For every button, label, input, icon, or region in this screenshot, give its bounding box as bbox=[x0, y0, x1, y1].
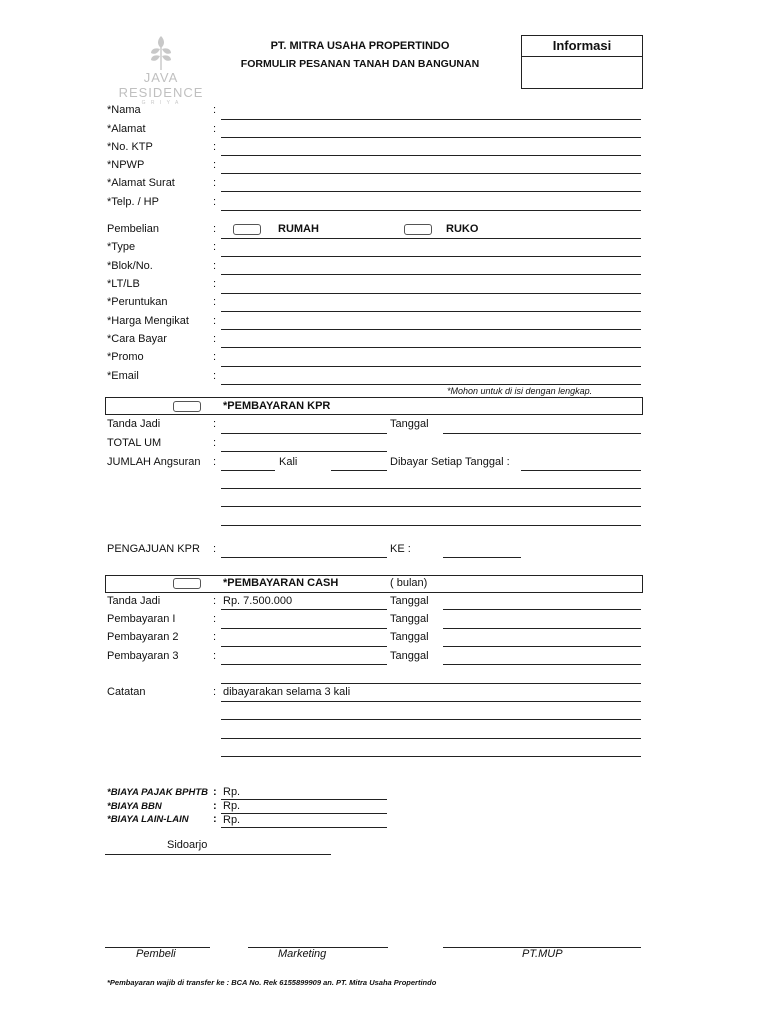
label-dibayar: Dibayar Setiap Tanggal : bbox=[390, 456, 510, 468]
colon: : bbox=[213, 123, 217, 135]
colon: : bbox=[213, 418, 217, 430]
label-type: *Type bbox=[107, 241, 136, 253]
catatan-extra-line[interactable] bbox=[221, 756, 641, 757]
label-promo: *Promo bbox=[107, 351, 144, 363]
colon: : bbox=[213, 786, 217, 798]
colon: : bbox=[213, 141, 217, 153]
colon: : bbox=[213, 613, 217, 625]
ltlb-field[interactable] bbox=[221, 293, 641, 294]
lain-rp: Rp. bbox=[223, 814, 241, 826]
label-pembayaran-2-tanggal: Tanggal bbox=[390, 631, 429, 643]
ktp-field[interactable] bbox=[221, 155, 641, 156]
blok-field[interactable] bbox=[221, 274, 641, 275]
cash-bulan: ( bulan) bbox=[390, 577, 428, 589]
label-lain: *BIAYA LAIN-LAIN bbox=[107, 814, 189, 825]
label-ktp: *No. KTP bbox=[107, 141, 153, 153]
label-bbn: *BIAYA BBN bbox=[107, 801, 162, 812]
catatan-extra-line[interactable] bbox=[221, 738, 641, 739]
colon: : bbox=[213, 278, 217, 290]
colon: : bbox=[213, 260, 217, 272]
label-alamat-surat: *Alamat Surat bbox=[107, 177, 175, 189]
cash-tanda-jadi-value: Rp. 7.500.000 bbox=[223, 595, 293, 607]
sign-date-line[interactable] bbox=[105, 854, 331, 855]
label-pembayaran-3-tanggal: Tanggal bbox=[390, 650, 429, 662]
type-field[interactable] bbox=[221, 256, 641, 257]
bbn-field[interactable] bbox=[221, 813, 387, 814]
kpr-tanda-jadi-field[interactable] bbox=[221, 433, 387, 434]
colon: : bbox=[213, 543, 217, 555]
label-ltlb: *LT/LB bbox=[107, 278, 140, 290]
label-harga: *Harga Mengikat bbox=[107, 315, 189, 327]
alamat-surat-field[interactable] bbox=[221, 191, 641, 192]
label-ke: KE : bbox=[390, 543, 411, 555]
cash-title: *PEMBAYARAN CASH bbox=[223, 577, 339, 589]
info-box bbox=[521, 35, 643, 89]
colon: : bbox=[213, 800, 217, 812]
label-catatan: Catatan bbox=[107, 686, 146, 698]
label-email: *Email bbox=[107, 370, 139, 382]
sign-city: Sidoarjo bbox=[167, 839, 208, 851]
label-cash-tanggal: Tanggal bbox=[390, 595, 429, 607]
label-cash-tanda-jadi: Tanda Jadi bbox=[107, 595, 161, 607]
colon: : bbox=[213, 456, 217, 468]
colon: : bbox=[213, 370, 217, 382]
bphtb-field[interactable] bbox=[221, 799, 387, 800]
label-bphtb: *BIAYA PAJAK BPHTB bbox=[107, 787, 208, 798]
colon: : bbox=[213, 650, 217, 662]
alamat-field[interactable] bbox=[221, 137, 641, 138]
label-alamat: *Alamat bbox=[107, 123, 146, 135]
colon: : bbox=[213, 315, 217, 327]
kpr-tanggal-field[interactable] bbox=[443, 433, 641, 434]
colon: : bbox=[213, 333, 217, 345]
telp-field[interactable] bbox=[221, 210, 641, 211]
peruntukan-field[interactable] bbox=[221, 311, 641, 312]
label-npwp: *NPWP bbox=[107, 159, 145, 171]
label-jumlah-angsuran: JUMLAH Angsuran bbox=[107, 456, 201, 468]
label-kpr-tanggal: Tanggal bbox=[390, 418, 429, 430]
leaf-logo-icon bbox=[146, 34, 176, 72]
colon: : bbox=[213, 104, 217, 116]
npwp-field[interactable] bbox=[221, 173, 641, 174]
label-telp: *Telp. / HP bbox=[107, 196, 159, 208]
ruko-label: RUKO bbox=[446, 223, 479, 235]
colon: : bbox=[213, 686, 217, 698]
colon: : bbox=[213, 196, 217, 208]
ke-field[interactable] bbox=[443, 557, 521, 558]
kali-field[interactable] bbox=[331, 470, 387, 471]
label-kpr-tanda-jadi: Tanda Jadi bbox=[107, 418, 161, 430]
catatan-extra-line[interactable] bbox=[221, 719, 641, 720]
colon: : bbox=[213, 813, 217, 825]
bbn-rp: Rp. bbox=[223, 800, 241, 812]
cash-tanda-jadi-field[interactable] bbox=[221, 609, 387, 610]
sign-marketing: Marketing bbox=[278, 948, 327, 960]
colon: : bbox=[213, 241, 217, 253]
label-pembayaran-1-tanggal: Tanggal bbox=[390, 613, 429, 625]
label-nama: *Nama bbox=[107, 104, 141, 116]
kpr-extra-line[interactable] bbox=[221, 488, 641, 489]
logo bbox=[100, 34, 222, 106]
colon: : bbox=[213, 351, 217, 363]
kpr-title: *PEMBAYARAN KPR bbox=[223, 400, 331, 412]
label-kali: Kali bbox=[279, 456, 298, 468]
pembayaran-1-field[interactable] bbox=[221, 628, 387, 629]
logo-text: JAVA RESIDENCE bbox=[118, 70, 204, 100]
cash-tanggal-field[interactable] bbox=[443, 609, 641, 610]
cara-bayar-field[interactable] bbox=[221, 347, 641, 348]
label-peruntukan: *Peruntukan bbox=[107, 296, 168, 308]
logo-subtext: G R I Y A bbox=[141, 100, 181, 106]
kpr-checkbox[interactable] bbox=[173, 401, 201, 412]
footer-note: *Pembayaran wajib di transfer ke : BCA No. Rek 6155899909 an. PT. Mitra Usaha Propertindo bbox=[107, 978, 437, 987]
colon: : bbox=[213, 437, 217, 449]
pengajuan-field[interactable] bbox=[221, 557, 387, 558]
nama-field[interactable] bbox=[221, 119, 641, 120]
kpr-extra-line[interactable] bbox=[221, 506, 641, 507]
bphtb-rp: Rp. bbox=[223, 786, 241, 798]
rumah-label: RUMAH bbox=[278, 223, 319, 235]
catatan-value: dibayarakan selama 3 kali bbox=[223, 686, 351, 698]
label-blok: *Blok/No. bbox=[107, 260, 153, 272]
pembayaran-3-tanggal-field[interactable] bbox=[443, 664, 641, 665]
dibayar-field[interactable] bbox=[521, 470, 641, 471]
info-title: Informasi bbox=[522, 36, 642, 57]
colon: : bbox=[213, 177, 217, 189]
colon: : bbox=[213, 296, 217, 308]
rumah-checkbox[interactable] bbox=[233, 224, 261, 235]
label-pembayaran-2: Pembayaran 2 bbox=[107, 631, 179, 643]
sign-pembeli: Pembeli bbox=[136, 948, 176, 960]
pembayaran-2-tanggal-field[interactable] bbox=[443, 646, 641, 647]
pembayaran-3-field[interactable] bbox=[221, 664, 387, 665]
colon: : bbox=[213, 631, 217, 643]
label-pembayaran-3: Pembayaran 3 bbox=[107, 650, 179, 662]
ruko-checkbox[interactable] bbox=[404, 224, 432, 235]
promo-field[interactable] bbox=[221, 366, 641, 367]
harga-field[interactable] bbox=[221, 329, 641, 330]
sign-mup: PT.MUP bbox=[522, 948, 563, 960]
label-total-um: TOTAL UM bbox=[107, 437, 162, 449]
colon: : bbox=[213, 159, 217, 171]
lain-field[interactable] bbox=[221, 827, 387, 828]
cash-checkbox[interactable] bbox=[173, 578, 201, 589]
total-um-field[interactable] bbox=[221, 451, 387, 452]
colon: : bbox=[213, 223, 217, 235]
label-pembayaran-1: Pembayaran I bbox=[107, 613, 176, 625]
label-cara-bayar: *Cara Bayar bbox=[107, 333, 167, 345]
pembayaran-1-tanggal-field[interactable] bbox=[443, 628, 641, 629]
kpr-extra-line[interactable] bbox=[221, 525, 641, 526]
pembelian-line bbox=[221, 238, 641, 239]
company-name: PT. MITRA USAHA PROPERTINDO bbox=[270, 40, 450, 52]
catatan-field[interactable] bbox=[221, 701, 641, 702]
form-title: FORMULIR PESANAN TANAH DAN BANGUNAN bbox=[240, 58, 480, 70]
colon: : bbox=[213, 595, 217, 607]
fill-note: *Mohon untuk di isi dengan lengkap. bbox=[447, 386, 593, 396]
label-pengajuan: PENGAJUAN KPR bbox=[107, 543, 200, 555]
cash-extra-line[interactable] bbox=[221, 683, 641, 684]
angsuran-field[interactable] bbox=[221, 470, 275, 471]
pembayaran-2-field[interactable] bbox=[221, 646, 387, 647]
label-pembelian: Pembelian bbox=[107, 223, 159, 235]
